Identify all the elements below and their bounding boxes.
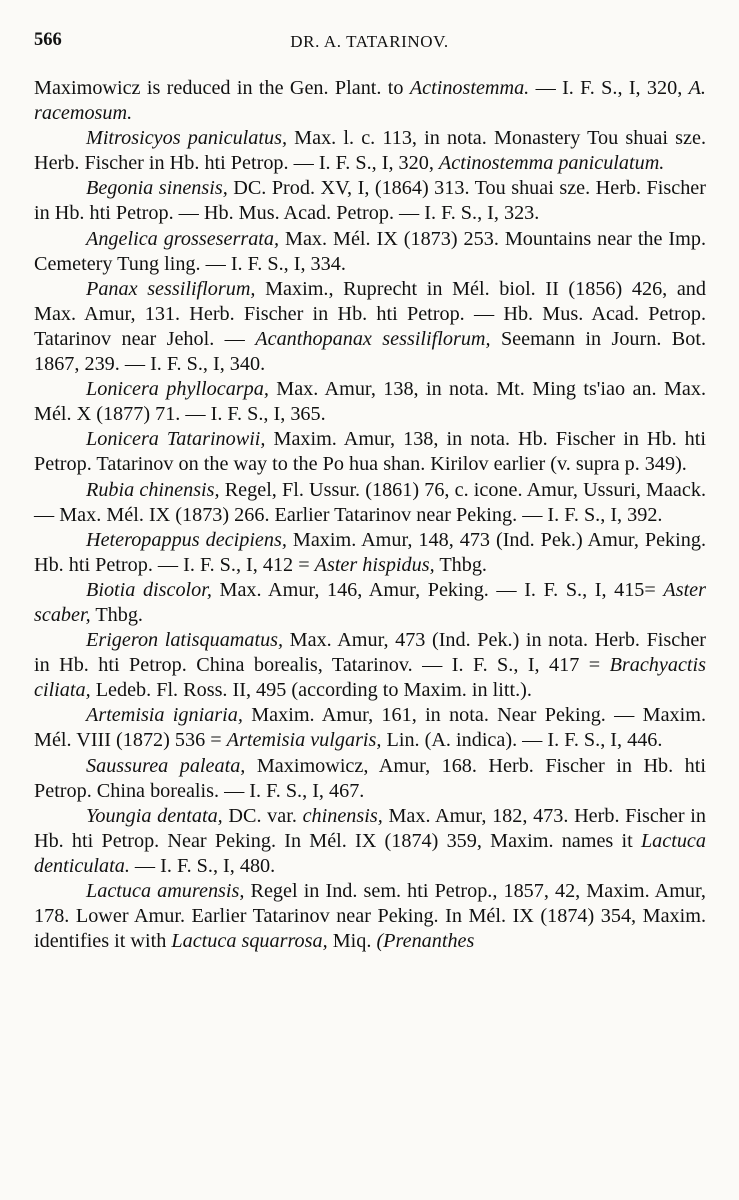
italic-name: Actinostemma. <box>409 77 530 99</box>
italic-name: Youngia dentata, <box>86 804 223 827</box>
species-entry <box>34 227 706 277</box>
entry-text: Maxim., Ruprecht in Mél. biol. II (1856) 426, and Max. Amur, 131. Herb. Fischer in Hb. hti Petrop. — Hb. Mus. Acad. Petrop. Tatarinov near Jehol. — <box>34 277 706 350</box>
species-entry <box>34 703 706 753</box>
italic-name: Heteropappus decipiens, <box>86 528 287 551</box>
italic-name: Mitrosicyos paniculatus, <box>86 127 287 150</box>
species-entry <box>34 377 706 427</box>
entry-text: DC. var. <box>222 804 303 827</box>
italic-name: A. racemosum. <box>34 77 706 125</box>
species-entry <box>34 528 706 578</box>
italic-name: chinensis, <box>302 804 383 827</box>
entry-text: Regel, Fl. Ussur. (1861) 76, c. icone. Amur, Ussuri, Maack. — Max. Mél. IX (1873) 266. Earlier Tatarinov near Peking. — I. F. S., I, 392. <box>34 478 706 526</box>
body-text <box>34 76 706 954</box>
species-entry <box>34 628 706 703</box>
entry-text: Max. Amur, 146, Amur, Peking. — I. F. S., I, 415= <box>211 578 664 601</box>
italic-name: Rubia chinensis, <box>86 478 220 501</box>
entry-text: Maxim. Amur, 148, 473 (Ind. Pek.) Amur, Peking. Hb. hti Petrop. — I. F. S., I, 412 = <box>34 528 706 576</box>
entry-text: Thbg. <box>434 553 487 576</box>
entry-text: — I. F. S., I, 320, <box>529 77 689 99</box>
italic-name: Aster scaber, <box>34 578 706 626</box>
entry-text: Max. Amur, 473 (Ind. Pek.) in nota. Herb. Fischer in Hb. hti Petrop. China borealis, Tatarinov. — I. F. S., I, 417 = <box>34 629 706 677</box>
continuation-paragraph <box>34 76 706 126</box>
entry-text: Lin. (A. indica). — I. F. S., I, 446. <box>381 729 663 752</box>
species-entry <box>34 478 706 528</box>
italic-name: Begonia sinensis, <box>86 177 228 200</box>
italic-name: Artemisia vulgaris, <box>226 729 382 752</box>
species-entry <box>34 277 706 377</box>
entry-text: DC. Prod. XV, I, (1864) 313. Tou shuai sze. Herb. Fischer in Hb. hti Petrop. — Hb. Mus. Acad. Petrop. — I. F. S., I, 323. <box>34 177 706 225</box>
entry-text: Max. Mél. IX (1873) 253. Mountains near the Imp. Cemetery Tung ling. — I. F. S., I, 334. <box>34 227 707 275</box>
entry-text: Maximowicz is reduced in the Gen. Plant. to <box>34 77 410 99</box>
species-entry <box>34 754 706 804</box>
page-number: 566 <box>34 30 62 50</box>
species-entry <box>34 126 706 176</box>
italic-name: Angelica grosseserrata, <box>86 227 280 250</box>
entry-text: Maxim. Amur, 161, in nota. Near Peking. — Maxim. Mél. VIII (1872) 536 = <box>34 704 707 752</box>
species-entry <box>34 176 706 226</box>
entry-text: Maxim. Amur, 138, in nota. Hb. Fischer in Hb. hti Petrop. Tatarinov on the way to the Po hua shan. Kirilov earlier (v. supra p. 349). <box>34 428 706 476</box>
page-header <box>34 30 705 60</box>
italic-name: Biotia discolor, <box>86 578 212 601</box>
italic-name: Brachyactis ciliata, <box>34 654 706 702</box>
entry-text: — I. F. S., I, 480. <box>129 854 276 877</box>
entry-text: Maximowicz, Amur, 168. Herb. Fischer in Hb. hti Petrop. China borealis. — I. F. S., I, 467. <box>34 754 706 802</box>
italic-name: Actinostemma paniculatum. <box>438 152 665 175</box>
italic-name: (Prenanthes <box>376 930 475 953</box>
italic-name: Lactuca denticulata. <box>34 829 706 877</box>
italic-name: Aster hispidus, <box>314 553 435 576</box>
entry-text: Max. Amur, 138, in nota. Mt. Ming ts'iao an. Max. Mél. X (1877) 71. — I. F. S., I, 365. <box>34 378 706 426</box>
species-entry <box>34 804 706 879</box>
italic-name: Erigeron latisquamatus, <box>86 629 284 652</box>
species-entry <box>34 879 706 954</box>
italic-name: Lactuca squarrosa, <box>171 930 328 953</box>
italic-name: Lonicera phyllocarpa, <box>86 378 269 401</box>
italic-name: Acanthopanax sessiliflorum, <box>255 327 491 350</box>
italic-name: Artemisia igniaria, <box>86 704 243 727</box>
species-entry <box>34 578 706 628</box>
entry-text: Seemann in Journ. Bot. 1867, 239. — I. F. S., I, 340. <box>34 327 706 376</box>
entry-text: Max. l. c. 113, in nota. Monastery Tou shuai sze. Herb. Fischer in Hb. hti Petrop. — I. F. S., I, 320, <box>34 127 706 175</box>
italic-name: Saussurea paleata, <box>86 754 246 777</box>
entry-text: Max. Amur, 182, 473. Herb. Fischer in Hb. hti Petrop. Near Peking. In Mél. IX (1874) 359, Maxim. names it <box>34 804 706 852</box>
running-head: DR. A. TATARINOV. <box>290 32 449 51</box>
entry-text: Ledeb. Fl. Ross. II, 495 (according to Maxim. in litt.). <box>90 679 532 702</box>
species-entry <box>34 427 706 477</box>
italic-name: Panax sessiliflorum, <box>86 277 256 300</box>
entry-text: Thbg. <box>90 603 143 626</box>
entry-text: Miq. <box>327 930 377 953</box>
italic-name: Lonicera Tatarinowii, <box>86 428 266 451</box>
italic-name: Lactuca amurensis, <box>86 880 245 902</box>
entry-text: Regel in Ind. sem. hti Petrop., 1857, 42, Maxim. Amur, 178. Lower Amur. Earlier Tatarinov near Peking. In Mél. IX (1874) 354, Maxim. identifies it with <box>34 880 706 953</box>
